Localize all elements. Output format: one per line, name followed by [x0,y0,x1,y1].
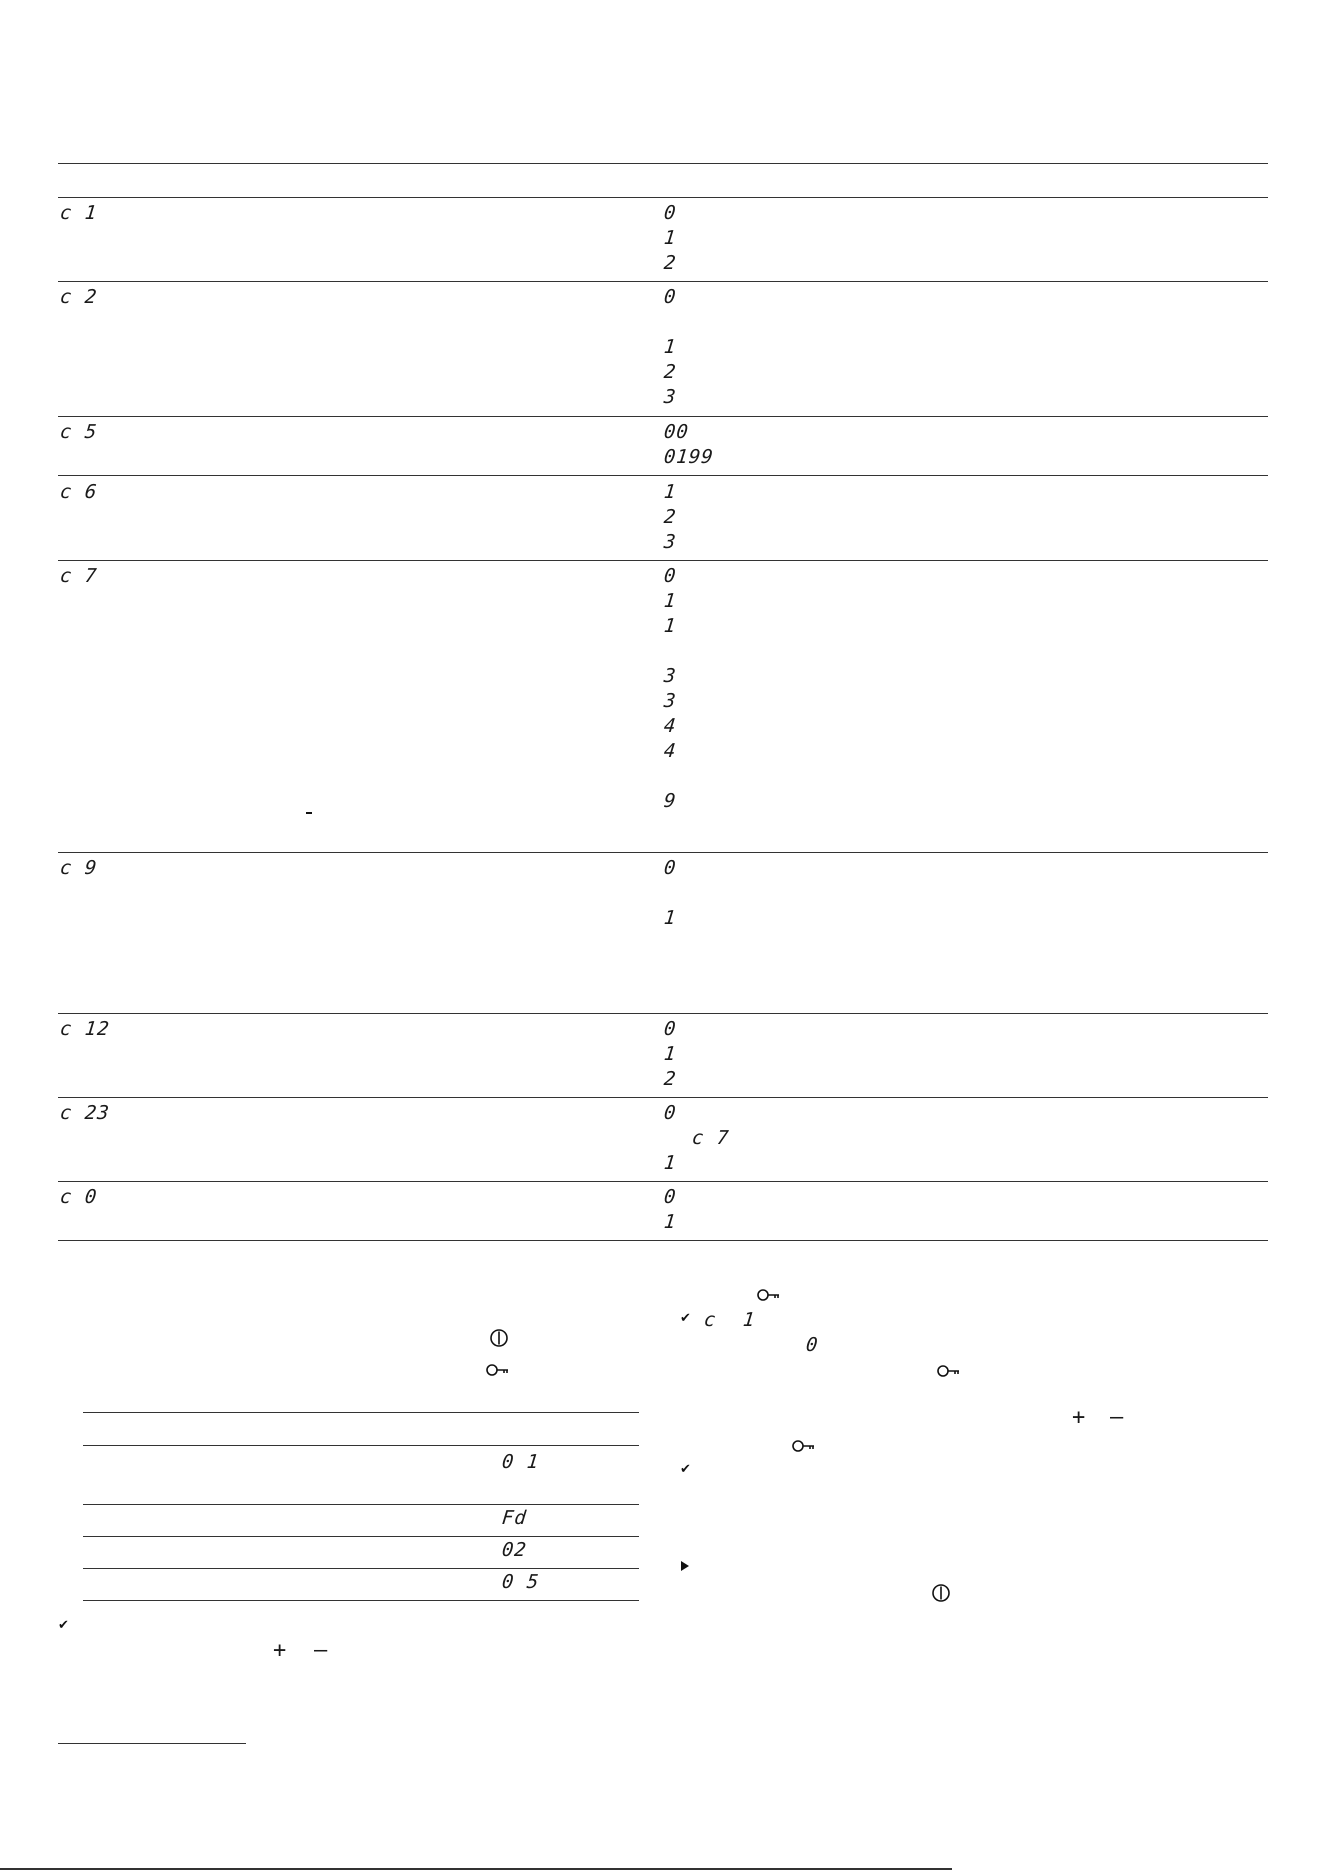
setting-value: 1 [662,907,678,929]
setting-value: 3 [662,690,678,712]
small-table-row-rule [83,1504,639,1505]
setting-value: 9 [662,790,678,812]
small-table-row-rule [83,1536,639,1537]
key-lock-icon [935,1360,961,1382]
table-header-rule [58,197,1268,198]
key-lock-icon [484,1359,510,1381]
setting-value: 1 [662,1152,678,1174]
table-bottom-rule [58,1240,1268,1241]
setting-value: 2 [662,1068,678,1090]
setting-value: 0 [662,1102,678,1124]
setting-value: 2 [662,506,678,528]
key-lock-icon [755,1284,781,1306]
setting-value: 1 [662,590,678,612]
setting-code-c1: c 1 [58,202,99,224]
small-table-value: 02 [500,1539,529,1561]
step-code: 1 [741,1309,757,1331]
row-divider [58,560,1268,561]
power-icon [486,1327,512,1349]
setting-code-c12: c 12 [58,1018,111,1040]
row-divider [58,1013,1268,1014]
small-table-value: 0 5 [500,1571,541,1593]
setting-value: 00 [662,421,691,443]
small-table-value: Fd [500,1507,529,1529]
setting-value: 3 [662,531,678,553]
setting-code-c5: c 5 [58,421,99,443]
setting-value: 3 [662,386,678,408]
setting-value: 0199 [662,446,715,468]
setting-value: 0 [662,857,678,879]
setting-value: 1 [662,615,678,637]
small-table-value: 0 1 [500,1451,541,1473]
row-divider [58,852,1268,853]
setting-value: c 7 [690,1127,731,1149]
small-table-row-rule [83,1568,639,1569]
check-icon: ✔ [680,1462,691,1477]
setting-value: 1 [662,336,678,358]
minus-symbol: – [1110,1405,1125,1430]
small-table-header-rule [83,1445,639,1446]
step-code: c [702,1309,718,1331]
row-divider [58,416,1268,417]
row-divider [58,1097,1268,1098]
plus-symbol: + [273,1638,288,1663]
check-icon: ✔ [680,1311,691,1326]
setting-value: 0 [662,1018,678,1040]
power-icon [928,1582,954,1604]
arrow-right-icon [681,1561,689,1571]
setting-code-c2: c 2 [58,286,99,308]
setting-value: 0 [662,202,678,224]
setting-value: 1 [662,1211,678,1233]
setting-code-c0: c 0 [58,1186,99,1208]
dash-mark [306,812,312,814]
setting-code-c23: c 23 [58,1102,111,1124]
setting-value: 3 [662,665,678,687]
setting-value: 0 [662,565,678,587]
setting-value: 1 [662,227,678,249]
step-value: 0 [804,1334,820,1356]
setting-code-c7: c 7 [58,565,99,587]
row-divider [58,281,1268,282]
small-table-bottom-rule [83,1600,639,1601]
setting-value: 4 [662,715,678,737]
setting-value: 2 [662,361,678,383]
setting-value: 1 [662,1043,678,1065]
small-table-top-rule [83,1412,639,1413]
setting-value: 1 [662,481,678,503]
minus-symbol: – [314,1638,329,1663]
page-bottom-rule [0,1868,952,1870]
check-icon: ✔ [58,1618,69,1633]
key-lock-icon [790,1435,816,1457]
setting-value: 0 [662,1186,678,1208]
setting-code-c9: c 9 [58,857,99,879]
row-divider [58,475,1268,476]
setting-value: 4 [662,740,678,762]
setting-value: 0 [662,286,678,308]
row-divider [58,1181,1268,1182]
setting-value: 2 [662,252,678,274]
footnote-rule [58,1743,246,1744]
setting-code-c6: c 6 [58,481,99,503]
table-top-rule [58,163,1268,164]
plus-symbol: + [1072,1405,1087,1430]
